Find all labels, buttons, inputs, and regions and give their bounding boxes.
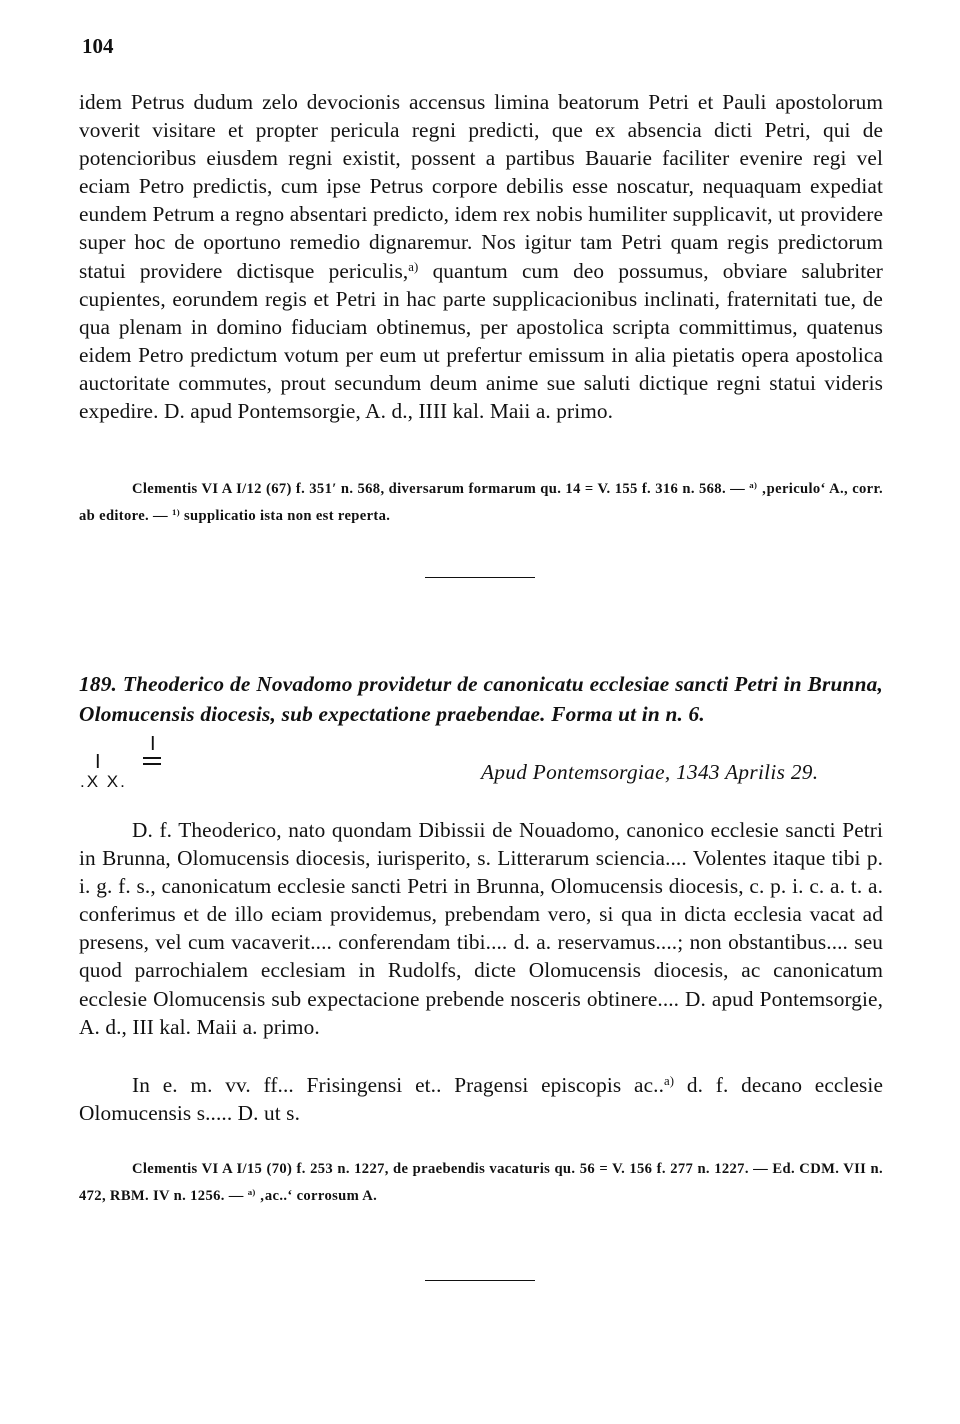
registry-mark-top: I [150,733,156,755]
apparatus-source: Clementis VI A I/15 (70) f. 253 n. 1227, de praebendis vacaturis qu. 56 = V. 156 f. 277 n. 1227. — Ed. CDM. VII n. 472, RBM. IV n. 1256. — [79,1161,883,1204]
registry-mark-bottom: .X X. [80,772,127,791]
footnote-marker: a) [247,1187,256,1198]
section-divider [425,1280,535,1281]
document-text-2-rest: d. f. decano ecclesie Olomucensis s..... D. ut s. [79,1073,883,1126]
registry-mark-left: I [95,751,101,773]
prev-document-apparatus [79,476,883,530]
registry-mark [80,734,180,794]
apparatus-remark: supplicatio ista non est reperta. [180,508,391,524]
footnote-marker: 1) [172,507,180,518]
page-number: 104 [82,34,114,58]
footnote-marker: a) [749,480,758,491]
footnote-marker: a) [664,1073,675,1088]
apparatus-remark: ‚ac..‘ corrosum A. [255,1188,378,1204]
section-divider [425,577,535,578]
document-text-in-eundem-modum [79,1071,883,1127]
prev-document-text [79,88,883,425]
registry-mark-bars [143,757,161,769]
apparatus-correction: ‚periculo‘ A., corr. ab editore. — [79,481,883,524]
document-text-2: In e. m. vv. ff... Frisingensi et.. Pragensi episcopis ac.. [132,1073,664,1097]
document-heading [79,669,883,729]
document-apparatus [79,1156,883,1210]
footnote-marker: a) [408,259,419,274]
apparatus-source: Clementis VI A I/12 (67) f. 351′ n. 568, diversarum formarum qu. 14 = V. 155 f. 316 n. 568. — [132,481,750,497]
document-text: D. f. Theoderico, nato quondam Dibissii de Nouadomo, canonico ecclesie sancti Petri in Brunna, Olomucensis diocesis, iurisperito, s. Litterarum sciencia.... Volentes itaque tibi p. i. g. f. s., canonicatum ecclesie sancti Petri in Brunna, Olomucensis diocesis, c. p. i. c. a. t. a. conferimus et de illo eciam providemus, prebendam vero, si qua in dicta ecclesia vacat ad presens, vel cum vacaverit.... conferendam tibi.... d. a. reservamus....; non obstantibus.... seu quod parrochialem ecclesiam in Rudolfs, dicte Olomucensis diocesis, ac canonicatum ecclesie Olomucensis sub expectacione prebende nosceris obtinere.... D. apud Pontemsorgie, A. d., III kal. Maii a. primo. [79,818,883,1039]
prev-document-body: idem Petrus dudum zelo devocionis accensus limina beatorum Petri et Pauli apostolorum voverit visitare et propter pericula regni predicti, que ex absencia dicti Petri, qui de potencioribus eiusdem regni existit, possent a partibus Bauarie faciliter evenire regi vel eciam Petro predictis, cum ipse Petrus corpore debilis esse noscatur, nequaquam expediat eundem Petrum a regno absentari predicto, idem rex nobis humiliter supplicavit, ut providere super hoc de oportuno remedio dignaremur. Nos igitur tam Petri quam regis predictorum statui providere dictisque periculis, [79,90,883,283]
document-number: 189. [79,672,118,696]
prev-document-body-rest: quantum cum deo possumus, obviare salubriter cupientes, eorundem regis et Petri in hac parte supplicacionibus inclinati, fraternitati tue, de qua plenam in domino fiduciam obtinemus, per apostolica scripta committimus, quatenus eidem Petro predictum votum per eum ut prefertur emissum in alia pietatis opera apostolica auctoritate commutes, prout secundum deum anime sue saluti dictique regni statui videris expedire. D. apud Pontemsorgie, A. d., IIII kal. Maii a. primo. [79,258,883,424]
document-dateline: Apud Pontemsorgiae, 1343 Aprilis 29. [481,760,819,784]
document-summary: Theoderico de Novadomo providetur de canonicatu ecclesiae sancti Petri in Brunna, Olomucensis diocesis, sub expectatione praebendae. Forma ut in n. 6. [79,672,883,726]
